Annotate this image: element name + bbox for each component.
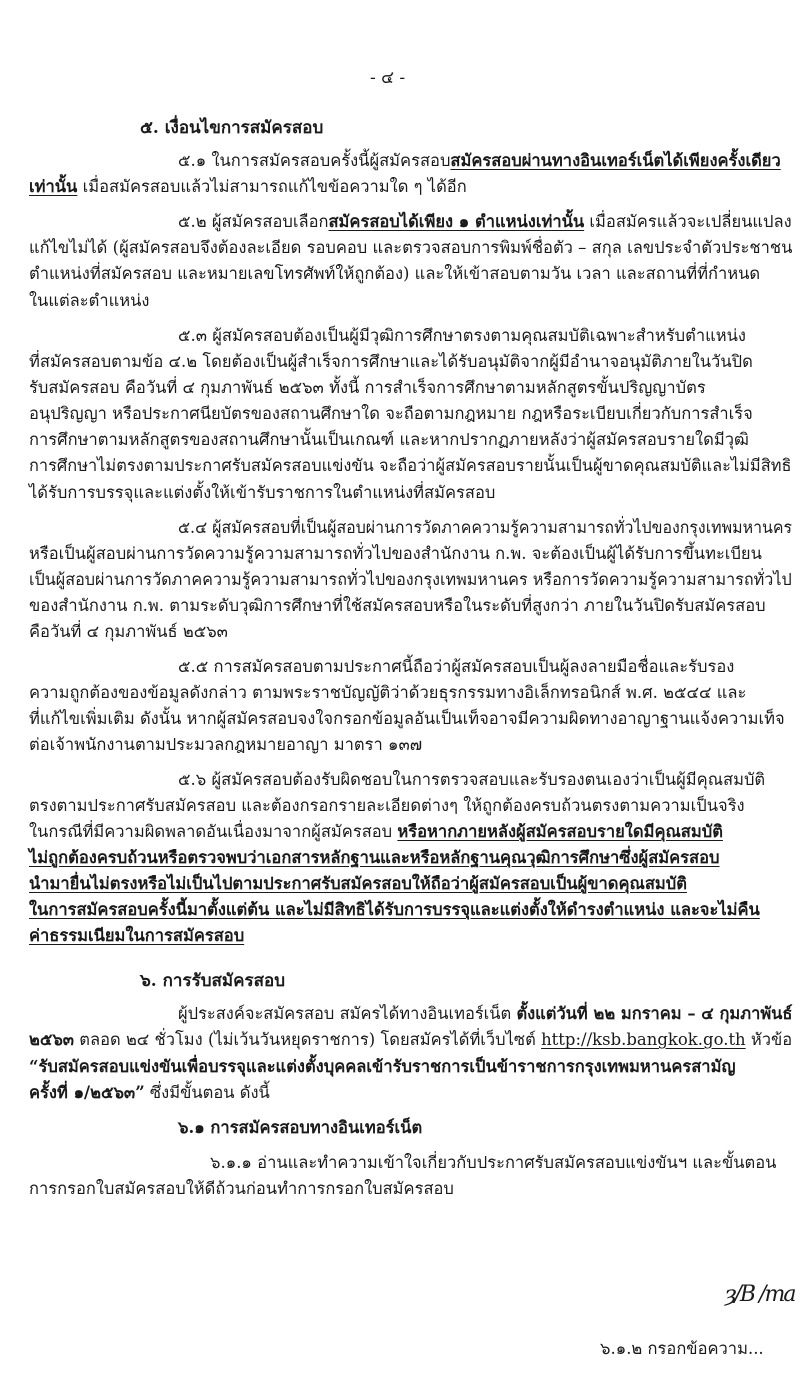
para-6-text-3: หัวข้อ (745, 1030, 793, 1049)
para-5-3-line-6: การศึกษาไม่ตรงตามประกาศรับสมัครสอบแข่งขัน จะถือว่าผู้สมัครสอบรายนั้นเป็นผู้ขาดคุณสมบัติและไม่มีสิทธิ (29, 456, 792, 475)
para-5-5-line-2: ความถูกต้องของข้อมูลดังกล่าว ตามพระราชบัญญัติว่าด้วยธุรกรรมทางอิเล็กทรอนิกส์ พ.ศ. ๒๕๔๔ และ (29, 683, 747, 702)
para-6-line-4 (29, 1082, 270, 1104)
para-5-3-line-5: การศึกษาตามหลักสูตรของสถานศึกษานั้นเป็นเกณฑ์ และหากปรากฏภายหลังว่าผู้สมัครสอบรายใดมีวุฒิ (29, 430, 749, 449)
para-5-3-line-1: ๕.๓ ผู้สมัครสอบต้องเป็นผู้มีวุฒิการศึกษาตรงตามคุณสมบัติเฉพาะสำหรับตำแหน่ง (178, 326, 746, 345)
para-5-3-line-4: อนุปริญญา หรือประกาศนียบัตรของสถานศึกษาใด จะถือตามกฎหมาย กฎหรือระเบียบเกี่ยวกับการสำเร็จ (29, 404, 753, 423)
para-5-3-line-2: ที่สมัครสอบตามข้อ ๔.๒ โดยต้องเป็นผู้สำเร็จการศึกษาและได้รับอนุมัติจากผู้มีอำนาจอนุมัติภายในวันปิด (29, 352, 753, 371)
para-5-3-line-7: ได้รับการบรรจุและแต่งตั้งให้เข้ารับราชการในตำแหน่งที่สมัครสอบ (29, 483, 496, 502)
para-5-1-emphasis-2: เท่านั้น (29, 177, 78, 196)
section-6-title: ๖. การรับสมัครสอบ (140, 971, 285, 991)
para-6-1-1-line-1: ๖.๑.๑ อ่านและทำความเข้าใจเกี่ยวกับประกาศรับสมัครสอบแข่งขันฯ และขั้นตอน (210, 1153, 777, 1172)
para-5-6-line-7: ค่าธรรมเนียมในการสมัครสอบ (29, 926, 245, 945)
para-5-5-line-4: ต่อเจ้าพนักงานตามประมวลกฎหมายอาญา มาตรา ๑๓๗ (29, 735, 423, 754)
para-5-6-emphasis: หรือหากภายหลังผู้สมัครสอบรายใดมีคุณสมบัติ (397, 822, 723, 841)
para-6-line-3: “รับสมัครสอบแข่งขันเพื่อบรรจุและแต่งตั้งบุคคลเข้ารับราชการเป็นข้าราชการกรุงเทพมหานครสามัญ (29, 1057, 736, 1076)
para-5-2-line-3: ตำแหน่งที่สมัครสอบ และหมายเลขโทรศัพท์ให้ถูกต้อง) และให้เข้าสอบตามวัน เวลา และสถานที่ที่กำหนด (29, 264, 761, 283)
para-5-4-line-1: ๕.๔ ผู้สมัครสอบที่เป็นผู้สอบผ่านการวัดภาคความรู้ความสามารถทั่วไปของกรุงเทพมหานคร (178, 518, 793, 537)
website-link[interactable]: http://ksb.bangkok.go.th (541, 1030, 746, 1049)
para-6-date-range: ตั้งแต่วันที่ ๒๒ มกราคม – ๔ กุมภาพันธ์ (516, 1004, 793, 1023)
para-6-text: ผู้ประสงค์จะสมัครสอบ สมัครได้ทางอินเทอร์เน็ต (178, 1004, 517, 1023)
para-5-6-text: ในกรณีที่มีความผิดพลาดอันเนื่องมาจากผู้สมัครสอบ (29, 822, 398, 841)
page-number: - ๔ - (370, 68, 406, 88)
para-5-6-line-4: ไม่ถูกต้องครบถ้วนหรือตรวจพบว่าเอกสารหลักฐานและหรือหลักฐานคุณวุฒิการศึกษาซึ่งผู้สมัครสอบ (29, 848, 720, 867)
para-5-1-line-1 (178, 150, 781, 172)
para-6-text-2: ตลอด ๒๔ ชั่วโมง (ไม่เว้นวันหยุดราชการ) โดยสมัครได้ที่เว็บไซต์ (74, 1030, 542, 1049)
subsection-6-1-title: ๖.๑ การสมัครสอบทางอินเทอร์เน็ต (178, 1118, 423, 1137)
para-5-2-line-2: แก้ไขไม่ได้ (ผู้สมัครสอบจึงต้องละเอียด รอบคอบ และตรวจสอบการพิมพ์ชื่อตัว – สกุล เลขประจำตัวประชาชน (29, 238, 793, 257)
para-6-line-1 (178, 1003, 792, 1025)
signature: ȝ/B /ma (725, 1282, 795, 1307)
para-5-4-line-3: เป็นผู้สอบผ่านการวัดภาคความรู้ความสามารถทั่วไปของกรุงเทพมหานคร หรือการวัดความรู้ความสามารถทั่วไป (29, 570, 792, 589)
para-6-line-2 (29, 1029, 792, 1051)
para-5-1-emphasis: สมัครสอบผ่านทางอินเทอร์เน็ตได้เพียงครั้งเดียว (450, 151, 781, 170)
para-5-3-line-3: รับสมัครสอบ คือวันที่ ๔ กุมภาพันธ์ ๒๕๖๓ ทั้งนี้ การสำเร็จการศึกษาตามหลักสูตรขั้นปริญญาบัตร (29, 378, 706, 397)
para-6-text-4: ซึ่งมีขั้นตอน ดังนี้ (144, 1083, 270, 1102)
para-5-6-line-2: ตรงตามประกาศรับสมัครสอบ และต้องกรอกรายละเอียดต่างๆ ให้ถูกต้องครบถ้วนตรงตามความเป็นจริง (29, 796, 745, 815)
para-5-6-line-6: ในการสมัครสอบครั้งนี้มาตั้งแต่ต้น และไม่มีสิทธิได้รับการบรรจุและแต่งตั้งให้ดำรงตำแหน่ง และจะไม่คืน (29, 900, 760, 919)
para-5-5-line-1: ๕.๕ การสมัครสอบตามประกาศนี้ถือว่าผู้สมัครสอบเป็นผู้ลงลายมือชื่อและรับรอง (178, 657, 735, 676)
para-5-6-line-3 (29, 821, 723, 843)
para-5-2-line-4: ในแต่ละตำแหน่ง (29, 291, 150, 310)
para-5-2-text: ๕.๒ ผู้สมัครสอบเลือก (178, 212, 329, 231)
para-5-4-line-5: คือวันที่ ๔ กุมภาพันธ์ ๒๕๖๓ (29, 622, 228, 641)
para-5-1-text-2: เมื่อสมัครสอบแล้วไม่สามารถแก้ไขข้อความใด ๆ ได้อีก (77, 177, 467, 196)
para-5-4-line-4: ของสำนักงาน ก.พ. ตามระดับวุฒิการศึกษาที่ใช้สมัครสอบหรือในระดับที่สูงกว่า ภายในวันปิดรับสมัครสอบ (29, 596, 766, 615)
para-5-4-line-2: หรือเป็นผู้สอบผ่านการวัดความรู้ความสามารถทั่วไปของสำนักงาน ก.พ. จะต้องเป็นผู้ได้รับการขึ้นทะเบียน (29, 544, 762, 563)
para-5-1-line-2 (29, 176, 467, 198)
para-6-round: ครั้งที่ ๑/๒๕๖๓” (29, 1083, 145, 1102)
section-5-title: ๕. เงื่อนไขการสมัครสอบ (140, 118, 324, 138)
continuation-footer: ๖.๑.๒ กรอกข้อความ... (600, 1339, 764, 1358)
para-6-1-1-line-2: การกรอกใบสมัครสอบให้ดีถ้วนก่อนทำการกรอกใบสมัครสอบ (29, 1179, 454, 1198)
para-5-6-line-1: ๕.๖ ผู้สมัครสอบต้องรับผิดชอบในการตรวจสอบและรับรองตนเองว่าเป็นผู้มีคุณสมบัติ (178, 770, 766, 789)
para-5-6-line-5: นำมายื่นไม่ตรงหรือไม่เป็นไปตามประกาศรับสมัครสอบให้ถือว่าผู้สมัครสอบเป็นผู้ขาดคุณสมบัติ (29, 874, 687, 893)
para-5-2-line-1 (178, 211, 792, 233)
para-5-2-text-b: เมื่อสมัครแล้วจะเปลี่ยนแปลง (584, 212, 792, 231)
para-5-5-line-3: ที่แก้ไขเพิ่มเติม ดังนั้น หากผู้สมัครสอบจงใจกรอกข้อมูลอันเป็นเท็จอาจมีความผิดทางอาญาฐานแจ้งความเท็จ (29, 709, 785, 728)
para-5-1-text: ๕.๑ ในการสมัครสอบครั้งนี้ผู้สมัครสอบ (178, 151, 451, 170)
para-6-year: ๒๕๖๓ (29, 1030, 75, 1049)
para-5-2-emphasis: สมัครสอบได้เพียง ๑ ตำแหน่งเท่านั้น (328, 212, 585, 231)
